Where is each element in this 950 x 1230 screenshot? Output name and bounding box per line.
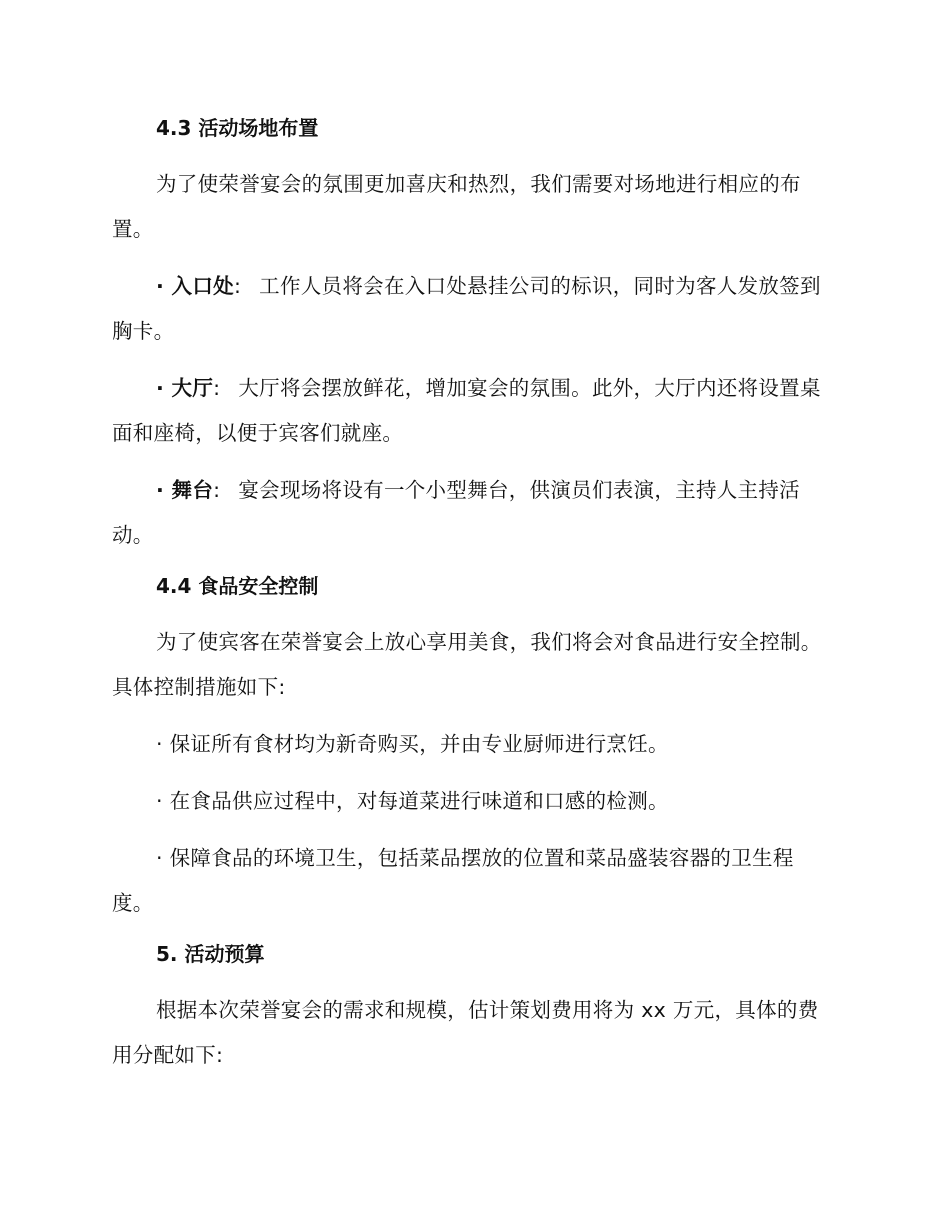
venue-item-label: · 入口处: [156, 274, 234, 298]
venue-item-separator: :: [213, 478, 221, 502]
section-heading-food-safety: 4.4 食品安全控制: [156, 574, 319, 598]
venue-item-label: · 舞台: [156, 478, 214, 502]
venue-item-text: 大厅将会摆放鲜花，增加宴会的氛围。此外，大厅内还将设置桌面和座椅，以便于宾客们就座。: [112, 376, 821, 445]
venue-item-text: 工作人员将会在入口处悬挂公司的标识，同时为客人发放签到胸卡。: [112, 274, 821, 343]
document-content: [112, 112, 832, 1090]
venue-item-hall: [112, 366, 832, 456]
venue-layout-intro: 为了使荣誉宴会的氛围更加喜庆和热烈，我们需要对场地进行相应的布置。: [112, 172, 801, 241]
section-heading-budget: 5. 活动预算: [156, 942, 265, 966]
food-safety-item: · 在食品供应过程中，对每道菜进行味道和口感的检测。: [156, 789, 669, 813]
food-safety-item: · 保证所有食材均为新奇购买，并由专业厨师进行烹饪。: [156, 732, 669, 756]
section-heading-venue-layout: 4.3 活动场地布置: [156, 116, 319, 140]
food-safety-intro: 为了使宾客在荣誉宴会上放心享用美食，我们将会对食品进行安全控制。具体控制措施如下:: [112, 630, 822, 699]
venue-item-text: 宴会现场将设有一个小型舞台，供演员们表演，主持人主持活动。: [112, 478, 800, 547]
venue-item-entrance: [112, 264, 832, 354]
venue-item-separator: :: [233, 274, 242, 298]
food-safety-item: · 保障食品的环境卫生，包括菜品摆放的位置和菜品盛装容器的卫生程度。: [112, 846, 794, 915]
budget-intro: 根据本次荣誉宴会的需求和规模，估计策划费用将为 xx 万元，具体的费用分配如下:: [112, 998, 819, 1067]
venue-item-stage: [112, 468, 832, 558]
venue-item-label: · 大厅: [156, 376, 214, 400]
venue-item-separator: :: [213, 376, 221, 400]
